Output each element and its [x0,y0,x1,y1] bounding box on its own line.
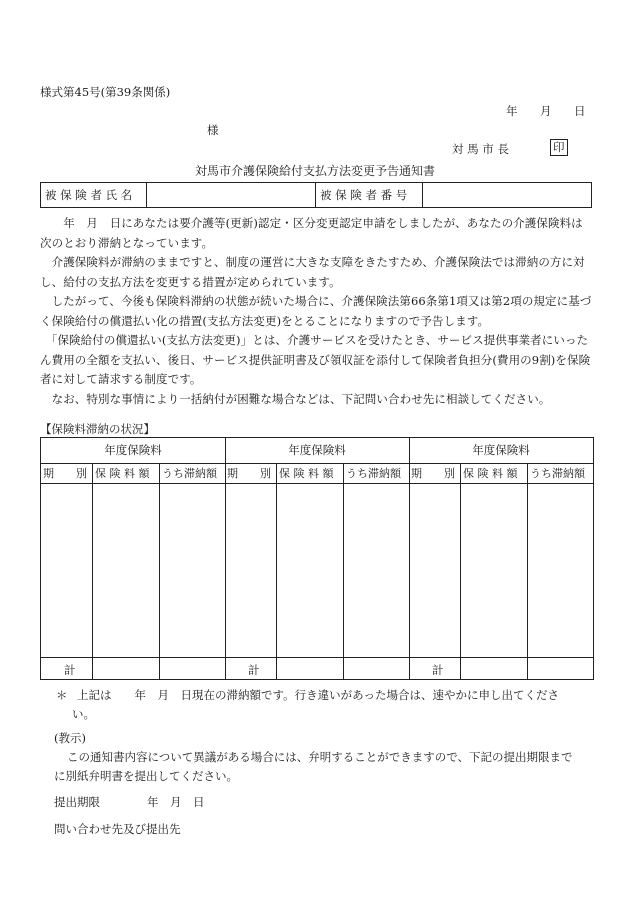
total-label: 計 [248,663,260,677]
fiscal-year-header: 年度保険料 [225,438,409,464]
note-mark: ＊ [56,688,68,702]
total-label: 計 [432,663,444,677]
fiscal-year-block [41,438,226,679]
deadline-label: 提出期限 [54,795,100,809]
total-divider [409,657,593,658]
body-paragraph: 年 月 日にあなたは要介護等(更新)認定・区分変更認定申請をしましたが、あなたの介護保険料は次のとおり滞納となっています。 [40,216,583,250]
arrears-status-table [40,437,594,680]
column-divider [276,464,277,679]
note-line-2: い。 [72,707,95,721]
contact-label: 問い合わせ先及び提出先 [54,822,181,836]
insured-name-field [147,183,316,208]
col-arrears: うち滞納額 [346,467,401,480]
col-period: 期 別 [411,467,455,480]
col-premium: 保 険 料 額 [463,467,518,480]
column-divider [92,464,93,679]
column-header-row [409,464,593,484]
col-arrears: うち滞納額 [530,467,585,480]
total-divider [41,657,225,658]
note-line-1: 上記は 年 月 日現在の滞納額です。行き違いがあった場合は、速やかに申し出てくださ [77,688,559,702]
column-divider [159,464,160,679]
seal-mark [550,139,568,156]
insured-number-label: 被 保 険 者 番 号 [316,183,423,208]
fiscal-year-header: 年度保険料 [409,438,593,464]
document-title: 対馬市介護保険給付支払方法変更予告通知書 [194,164,435,178]
status-heading: 【保険料滞納の状況】 [40,422,155,436]
body-paragraph: なお、特別な事情により一括納付が困難な場合などは、下記問い合わせ先に相談してください。 [40,391,551,406]
col-period: 期 別 [43,467,87,480]
instruction-heading: (教示) [54,731,86,745]
fiscal-year-header: 年度保険料 [41,438,225,464]
date-year: 年 [506,104,518,118]
col-premium: 保 険 料 額 [279,467,334,480]
date-day: 日 [574,104,586,118]
total-divider [225,657,409,658]
addressee: 様 [207,123,219,137]
deadline-date: 年 月 日 [147,795,205,809]
insured-number-field [423,183,592,208]
column-divider [460,464,461,679]
form-label: 様式第45号(第39条関係) [40,85,171,99]
col-premium: 保 険 料 額 [95,467,150,480]
date-month: 月 [540,104,552,118]
body-text [40,214,592,409]
issuer: 対 馬 市 長 [452,142,509,156]
insured-name-label: 被 保 険 者 氏 名 [41,183,147,208]
body-paragraph: したがって、今後も保険料滞納の状態が続いた場合に、介護保険法第66条第1項又は第2項の規定に基づく保険給付の償還払い化の措置(支払方法変更)をとることになりますので予告します。 [40,294,592,328]
instruction-line-1: この通知書内容について異議がある場合には、弁明することができますので、下記の提出期限まで [67,750,573,764]
column-header-row [225,464,409,484]
body-paragraph: 介護保険料が滞納のままですと、制度の運営に大きな支障をきたすため、介護保険法では滞納の方に対し、給付の支払方法を変更する措置が定められています。 [40,255,585,289]
column-header-row [41,464,225,484]
fiscal-year-block [409,438,593,679]
body-paragraph: 「保険給付の償還払い(支払方法変更)」とは、介護サービスを受けたとき、サービス提供事業者にいったん費用の全額を支払い、後日、サービス提供証明書及び領収証を添付して保険者負担分(費用の9割)を保険者に対して請求する制度です。 [40,333,591,386]
instruction-line-2: に別紙弁明書を提出してください。 [54,769,238,783]
col-period: 期 別 [227,467,271,480]
seal-text: 印 [550,139,568,156]
column-divider [527,464,528,679]
total-label: 計 [64,663,76,677]
col-arrears: うち滞納額 [162,467,217,480]
column-divider [343,464,344,679]
insured-info-table [40,182,592,208]
fiscal-year-block [225,438,410,679]
